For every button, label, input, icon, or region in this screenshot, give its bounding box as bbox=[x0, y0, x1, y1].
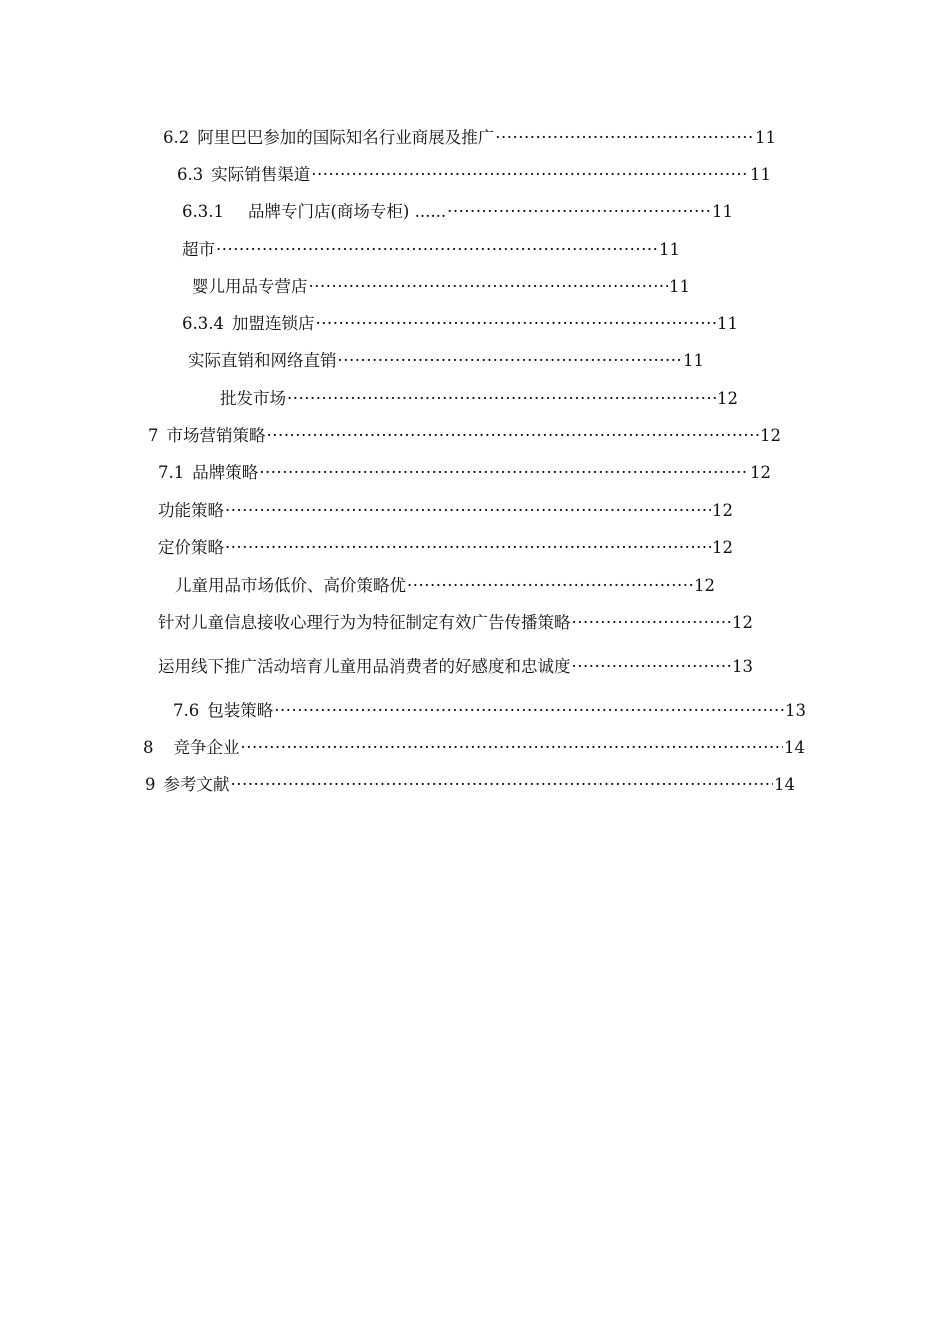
toc-leader-dots bbox=[287, 387, 716, 411]
toc-entry-title: 超市 bbox=[182, 240, 215, 259]
toc-entry-7[interactable] bbox=[148, 424, 781, 448]
toc-entry-number: 7 bbox=[148, 426, 159, 445]
toc-entry-number: 8 bbox=[143, 738, 154, 757]
toc-leader-dots bbox=[315, 312, 716, 336]
toc-leader-dots bbox=[311, 163, 749, 187]
toc-entry-page: 11 bbox=[669, 277, 690, 296]
toc-entry-page: 11 bbox=[750, 165, 771, 184]
toc-entry-title: 市场营销策略 bbox=[166, 426, 266, 445]
toc-entry-6-3-4[interactable] bbox=[182, 312, 738, 336]
toc-leader-dots bbox=[447, 200, 711, 224]
toc-entry-page: 13 bbox=[732, 657, 753, 676]
toc-entry-baby-store[interactable] bbox=[192, 275, 690, 299]
toc-entry-7-6[interactable] bbox=[173, 699, 806, 723]
toc-entry-6-3[interactable] bbox=[177, 163, 771, 187]
toc-leader-dots bbox=[274, 699, 784, 723]
toc-entry-title: 品牌专门店(商场专柜) ...... bbox=[247, 202, 447, 221]
toc-entry-page: 12 bbox=[750, 463, 771, 482]
toc-entry-advertising-strategy[interactable] bbox=[158, 611, 753, 635]
toc-entry-title: 运用线下推广活动培育儿童用品消费者的好感度和忠诚度 bbox=[158, 657, 571, 676]
toc-entry-page: 12 bbox=[694, 576, 715, 595]
toc-entry-title: 婴儿用品专营店 bbox=[192, 277, 308, 296]
toc-leader-dots bbox=[309, 275, 669, 299]
toc-leader-dots bbox=[267, 424, 760, 448]
toc-entry-page: 12 bbox=[717, 389, 738, 408]
toc-entry-function-strategy[interactable] bbox=[158, 499, 733, 523]
toc-entry-number: 6.2 bbox=[163, 128, 190, 147]
toc-entry-page: 12 bbox=[732, 613, 753, 632]
toc-leader-dots bbox=[407, 574, 693, 598]
toc-entry-direct-sales[interactable] bbox=[188, 349, 704, 373]
toc-entry-title: 加盟连锁店 bbox=[231, 314, 315, 333]
toc-entry-title: 阿里巴巴参加的国际知名行业商展及推广 bbox=[197, 128, 495, 147]
toc-entry-title: 批发市场 bbox=[220, 389, 286, 408]
toc-entry-page: 12 bbox=[760, 426, 781, 445]
toc-entry-page: 13 bbox=[785, 701, 806, 720]
toc-entry-page: 11 bbox=[683, 351, 704, 370]
toc-entry-title: 针对儿童信息接收心理行为为特征制定有效广告传播策略 bbox=[158, 613, 571, 632]
toc-entry-number: 7.6 bbox=[173, 701, 200, 720]
toc-leader-dots bbox=[231, 773, 774, 797]
toc-entry-title: 定价策略 bbox=[158, 538, 224, 557]
toc-leader-dots bbox=[572, 655, 732, 679]
toc-entry-title: 实际直销和网络直销 bbox=[188, 351, 337, 370]
toc-entry-number: 6.3.4 bbox=[182, 314, 224, 333]
toc-entry-pricing-strategy[interactable] bbox=[158, 536, 733, 560]
toc-leader-dots bbox=[216, 238, 658, 262]
toc-entry-page: 11 bbox=[717, 314, 738, 333]
toc-leader-dots bbox=[495, 126, 754, 150]
toc-entry-title: 儿童用品市场低价、高价策略优 bbox=[175, 576, 406, 595]
toc-entry-9[interactable] bbox=[145, 773, 795, 797]
toc-entry-wholesale[interactable] bbox=[220, 387, 738, 411]
toc-entry-page: 11 bbox=[712, 202, 733, 221]
toc-entry-number: 7.1 bbox=[158, 463, 185, 482]
toc-entry-title: 包装策略 bbox=[207, 701, 274, 720]
toc-entry-title: 参考文献 bbox=[163, 775, 230, 794]
toc-leader-dots bbox=[259, 461, 749, 485]
toc-entry-title: 品牌策略 bbox=[192, 463, 259, 482]
toc-entry-number: 6.3.1 bbox=[182, 202, 224, 221]
toc-leader-dots bbox=[225, 536, 711, 560]
toc-leader-dots bbox=[241, 736, 784, 760]
toc-entry-title: 功能策略 bbox=[158, 501, 224, 520]
toc-entry-page: 14 bbox=[774, 775, 795, 794]
toc-entry-page: 11 bbox=[755, 128, 776, 147]
toc-entry-number: 6.3 bbox=[177, 165, 204, 184]
toc-entry-number: 9 bbox=[145, 775, 156, 794]
toc-entry-price-levels[interactable] bbox=[175, 574, 715, 598]
toc-entry-offline-promotion[interactable] bbox=[158, 655, 753, 679]
toc-entry-supermarket[interactable] bbox=[182, 238, 680, 262]
toc-leader-dots bbox=[225, 499, 711, 523]
toc-entry-title: 实际销售渠道 bbox=[211, 165, 311, 184]
toc-entry-8[interactable] bbox=[143, 736, 805, 760]
toc-leader-dots bbox=[338, 349, 683, 373]
toc-entry-page: 12 bbox=[712, 538, 733, 557]
toc-entry-6-2[interactable] bbox=[163, 126, 776, 150]
toc-entry-6-3-1[interactable] bbox=[182, 200, 733, 224]
toc-entry-page: 14 bbox=[784, 738, 805, 757]
toc-entry-page: 11 bbox=[659, 240, 680, 259]
toc-entry-7-1[interactable] bbox=[158, 461, 771, 485]
toc-entry-page: 12 bbox=[712, 501, 733, 520]
toc-entry-title: 竞争企业 bbox=[173, 738, 240, 757]
toc-leader-dots bbox=[572, 611, 732, 635]
